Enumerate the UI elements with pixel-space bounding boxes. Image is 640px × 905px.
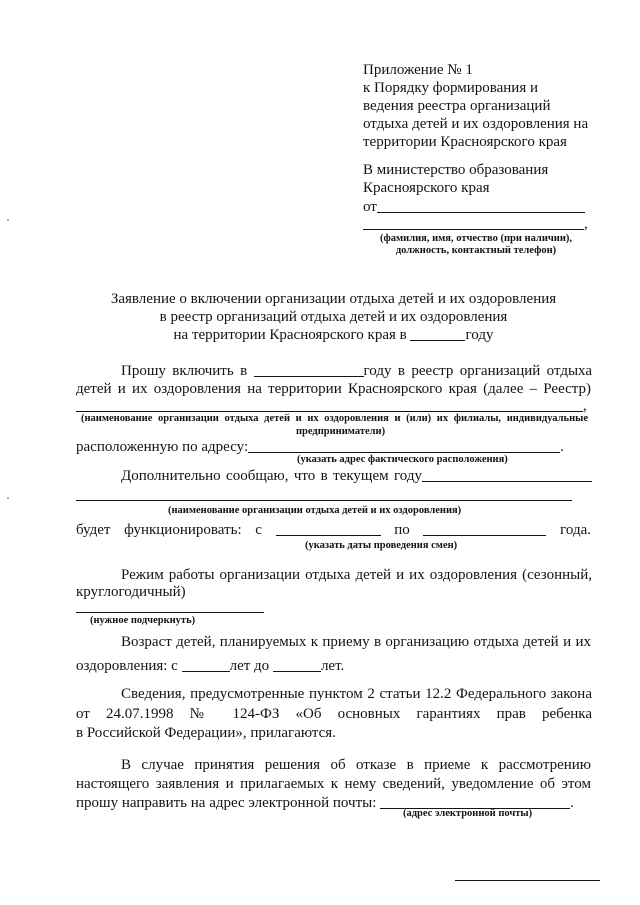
- email-hint: (адрес электронной почты): [403, 808, 533, 819]
- title-year-blank: [410, 328, 465, 341]
- mode-blank: [76, 612, 264, 613]
- notification-line-1: В случае принятия решения об отказе в приеме к рассмотрению: [121, 757, 591, 773]
- addressee-line-1: В министерство образования: [363, 162, 549, 178]
- mode-line-2: круглогодичный): [76, 584, 186, 600]
- operation-line-1: [121, 467, 592, 485]
- address-period: .: [560, 439, 564, 455]
- page-title-line-3: [76, 326, 591, 344]
- age-years-suffix: лет.: [320, 658, 345, 674]
- email-period: .: [570, 795, 574, 811]
- dates-label-middle: по: [394, 522, 410, 538]
- organization-name-comma: ,: [583, 398, 587, 414]
- mode-line-1: Режим работы организации отдыха детей и их оздоровления (сезонный,: [121, 567, 592, 583]
- start-date-blank: [276, 523, 381, 536]
- age-to-label: лет до: [229, 658, 270, 674]
- mode-hint: (нужное подчеркнуть): [90, 615, 196, 626]
- title-year-suffix: году: [465, 327, 494, 343]
- age-range-row: [76, 657, 344, 675]
- attachments-line-1: Сведения, предусмотренные пунктом 2 статьи 12.2 Федерального закона: [121, 686, 592, 702]
- end-date-blank: [423, 523, 546, 536]
- age-line-1: Возраст детей, планируемых к приему в организацию отдыха детей и их: [121, 634, 591, 650]
- title-line-3-text: на территории Красноярского края в: [173, 327, 407, 343]
- applicant-details-comma: ,: [584, 216, 588, 232]
- scan-speck: [7, 219, 9, 221]
- request-line-1-start: Прошу включить в: [121, 363, 248, 379]
- age-to-blank: [273, 659, 321, 672]
- page-title-line-1: Заявление о включении организации отдыха детей и их оздоровления: [110, 291, 557, 307]
- dates-label-end: года.: [560, 522, 592, 538]
- scan-speck: [7, 497, 9, 499]
- appendix-line-2: к Порядку формирования и: [363, 80, 539, 96]
- page-title-line-2: в реестр организаций отдыха детей и их оздоровления: [159, 309, 508, 325]
- operation-org-blank-1: [422, 469, 592, 482]
- attachments-line-2: от 24.07.1998 № 124-ФЗ «Об основных гарантиях прав ребенка: [76, 706, 592, 722]
- signature-line: [455, 880, 600, 881]
- attachments-line-3: в Российской Федерации», прилагаются.: [76, 725, 336, 741]
- dates-hint: (указать даты проведения смен): [305, 540, 458, 551]
- inclusion-year-blank: [254, 364, 364, 377]
- dates-label-start: будет функционировать: с: [76, 522, 262, 538]
- operation-org-hint: (наименование организации отдыха детей и их оздоровления): [168, 505, 462, 516]
- applicant-from-row: [363, 198, 585, 216]
- request-line-2: детей и их оздоровления на территории Красноярского края (далее – Реестр): [76, 381, 591, 397]
- age-from-label: оздоровления: с: [76, 658, 178, 674]
- appendix-line-4: отдыха детей и их оздоровления на: [363, 116, 589, 132]
- organization-hint-line-1: (наименование организации отдыха детей и их оздоровления и (или) их филиалы, индивидуальные: [81, 413, 588, 424]
- applicant-details-row: [363, 215, 588, 233]
- address-hint: (указать адрес фактического расположения): [297, 454, 508, 465]
- appendix-line-3: ведения реестра организаций: [363, 98, 551, 114]
- operation-line-1-text: Дополнительно сообщаю, что в текущем году: [121, 468, 422, 484]
- email-label: прошу направить на адрес электронной почты:: [76, 795, 377, 811]
- operation-org-blank-2: [76, 500, 572, 501]
- organization-hint-line-2: предприниматели): [296, 426, 386, 437]
- appendix-number: Приложение № 1: [363, 62, 473, 78]
- appendix-line-5: территории Красноярского края: [363, 134, 567, 150]
- applicant-name-blank: [377, 200, 585, 213]
- request-line-1: [121, 362, 592, 380]
- request-line-1-end: году в реестр организаций отдыха: [363, 363, 592, 379]
- address-label: расположенную по адресу:: [76, 439, 249, 455]
- applicant-hint-line-1: (фамилия, имя, отчество (при наличии),: [379, 233, 573, 244]
- age-from-blank: [182, 659, 230, 672]
- address-blank: [248, 440, 560, 453]
- notification-line-2: настоящего заявления и прилагаемых к нему сведений, уведомление об этом: [76, 776, 591, 792]
- applicant-hint-line-2: должность, контактный телефон): [395, 245, 557, 256]
- operation-dates-row: [76, 521, 591, 539]
- organization-name-blank: [76, 399, 583, 412]
- applicant-details-blank: [363, 217, 584, 230]
- from-label: от: [363, 199, 377, 215]
- addressee-line-2: Красноярского края: [363, 180, 490, 196]
